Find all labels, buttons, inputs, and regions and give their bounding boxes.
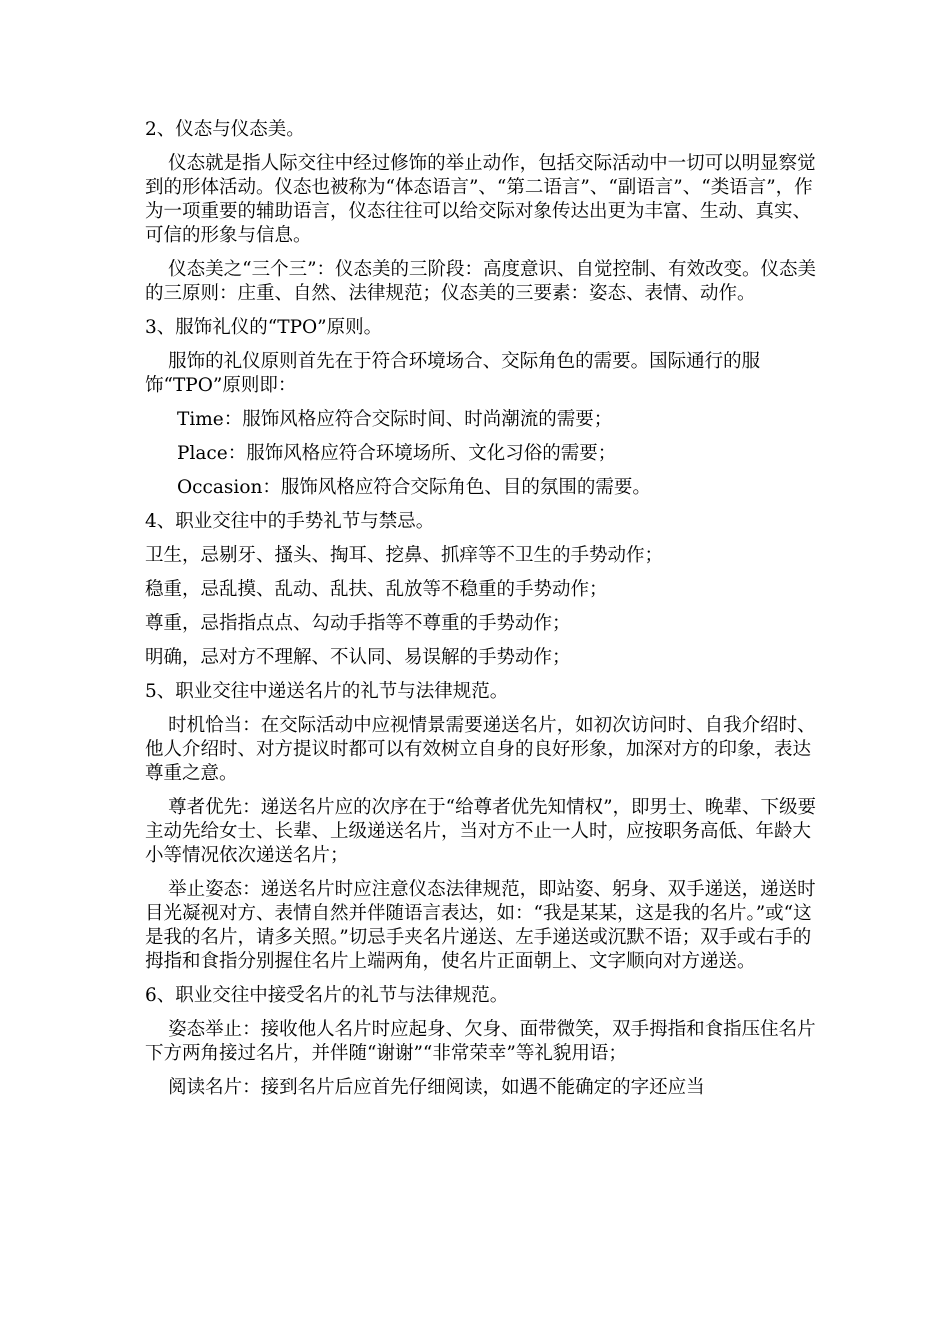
gesture-rule-clarity: 明确，忌对方不理解、不认同、易误解的手势动作； (145, 647, 571, 668)
gesture-rule-respect: 尊重，忌指指点点、勾动手指等不尊重的手势动作； (145, 613, 571, 634)
section-5-paragraph-2: 尊者优先：递送名片应的次序在于“给尊者优先知情权”，即男士、晚辈、下级要主动先给女士、长辈、上级递送名片，当对方不止一人时，应按职务高低、年龄大小等情况依次递送名片； (145, 797, 817, 866)
gesture-rule-steady: 稳重，忌乱摸、乱动、乱扶、乱放等不稳重的手势动作； (145, 579, 608, 600)
gesture-rule-hygiene: 卫生，忌剔牙、搔头、掏耳、挖鼻、抓痒等不卫生的手势动作； (145, 545, 664, 566)
section-2-paragraph-2: 仪态美之“三个三”：仪态美的三阶段：高度意识、自觉控制、有效改变。仪态美的三原则：庄重、自然、法律规范；仪态美的三要素：姿态、表情、动作。 (145, 259, 817, 304)
tpo-time-item: Time：服饰风格应符合交际时间、时尚潮流的需要； (177, 409, 613, 430)
section-5-paragraph-3: 举止姿态：递送名片时应注意仪态法律规范，即站姿、躬身、双手递送，递送时目光凝视对方、表情自然并伴随语言表达，如：“我是某某，这是我的名片。”或“这是我的名片，请多关照。”切忌手夹名片递送、左手递送或沉默不语；双手或右手的拇指和食指分别握住名片上端两角，使名片正面朝上、文字顺向对方递送。 (145, 879, 816, 972)
tpo-place-item: Place：服饰风格应符合环境场所、文化习俗的需要； (177, 443, 617, 464)
section-3-paragraph-1: 服饰的礼仪原则首先在于符合环境场合、交际角色的需要。国际通行的服饰“TPO”原则即： (145, 351, 761, 396)
section-2-paragraph-1: 仪态就是指人际交往中经过修饰的举止动作，包括交际活动中一切可以明显察觉到的形体活动。仪态也被称为“体态语言”、“第二语言”、“副语言”、“类语言”，作为一项重要的辅助语言，仪态往往可以给交际对象传达出更为丰富、生动、真实、可信的形象与信息。 (145, 153, 816, 246)
tpo-occasion-item: Occasion：服饰风格应符合交际角色、目的氛围的需要。 (177, 477, 651, 498)
section-4-heading: 4、职业交往中的手势礼节与禁忌。 (145, 511, 435, 532)
section-6-paragraph-2: 阅读名片：接到名片后应首先仔细阅读，如遇不能确定的字还应当 (168, 1077, 705, 1098)
section-5-paragraph-1: 时机恰当：在交际活动中应视情景需要递送名片，如初次访问时、自我介绍时、他人介绍时、对方提议时都可以有效树立自身的良好形象，加深对方的印象，表达尊重之意。 (145, 715, 816, 784)
section-6-paragraph-1: 姿态举止：接收他人名片时应起身、欠身、面带微笑，双手拇指和食指压住名片下方两角接过名片，并伴随“谢谢”“非常荣幸”等礼貌用语； (145, 1019, 816, 1064)
document-body (145, 118, 825, 1110)
section-3-heading: 3、服饰礼仪的“TPO”原则。 (145, 317, 383, 338)
section-6-heading: 6、职业交往中接受名片的礼节与法律规范。 (145, 985, 509, 1006)
section-5-heading: 5、职业交往中递送名片的礼节与法律规范。 (145, 681, 509, 702)
section-2-heading: 2、仪态与仪态美。 (145, 119, 305, 140)
